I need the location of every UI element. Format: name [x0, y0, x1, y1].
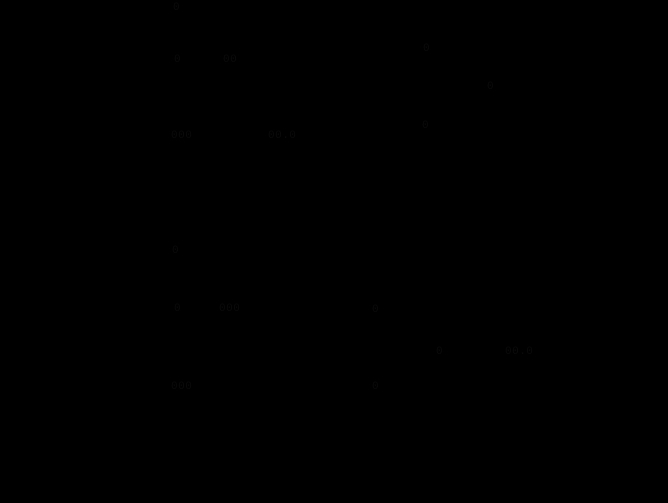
glyph-mark: 0	[436, 346, 444, 358]
glyph-mark: 0	[172, 245, 180, 257]
glyph-mark: 0	[422, 120, 430, 132]
glyph-mark: 00.0	[268, 130, 297, 142]
glyph-mark: 000	[219, 303, 241, 315]
glyph-mark: 00	[223, 54, 238, 66]
glyph-mark: 0	[487, 81, 495, 93]
glyph-mark: 000	[171, 130, 193, 142]
glyph-mark: 0	[174, 303, 182, 315]
glyph-mark: 0	[174, 54, 182, 66]
glyph-mark: 0	[372, 381, 380, 393]
glyph-mark: 000	[171, 381, 193, 393]
glyph-mark: 0	[173, 2, 181, 14]
glyph-mark: 00.0	[505, 346, 534, 358]
glyph-mark: 0	[423, 43, 431, 55]
glyph-mark: 0	[372, 304, 380, 316]
